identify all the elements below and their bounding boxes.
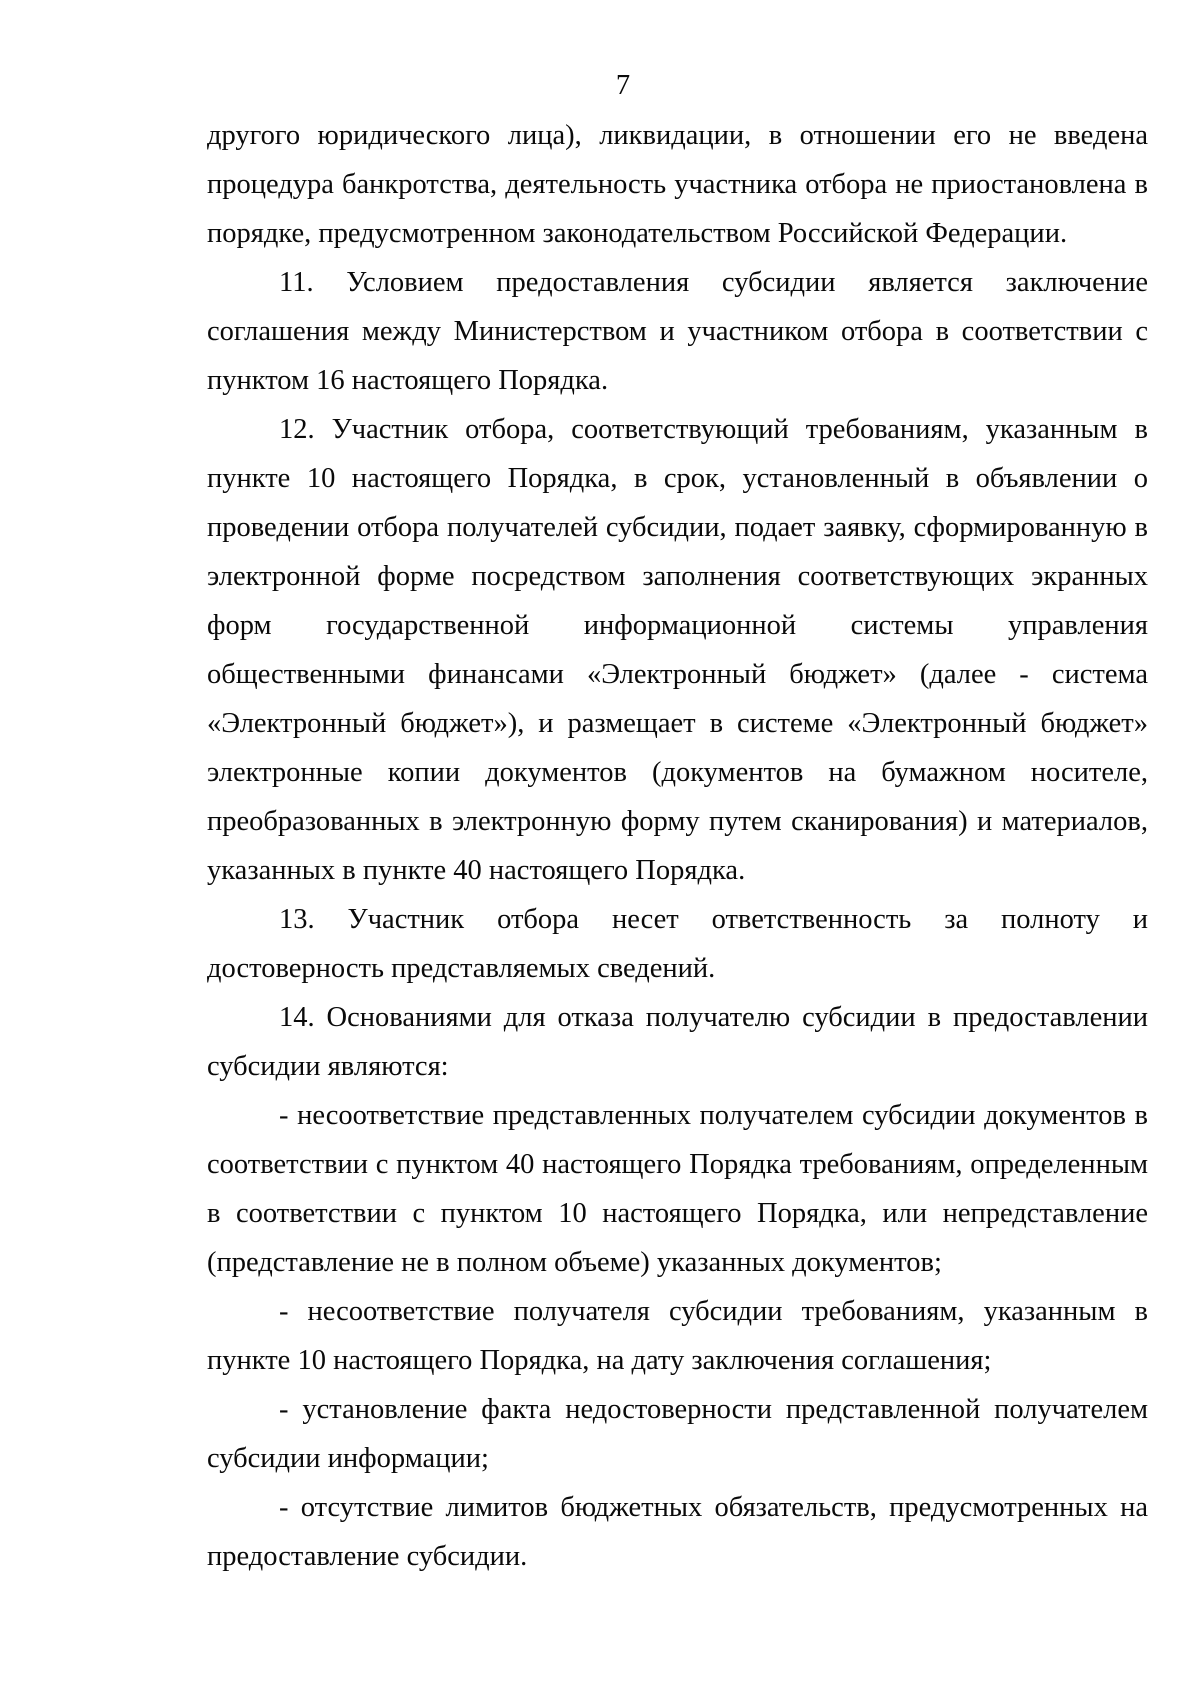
list-item: - несоответствие представленных получателем субсидии документов в соответствии с пунктом 40 настоящего Порядка требованиям, определенным в соответствии с пунктом 10 настоящего Порядка, или непредставление (представление не в полном объеме) указанных документов; bbox=[207, 1100, 1148, 1278]
document-body bbox=[207, 111, 1148, 1581]
paragraph-13: 13. Участник отбора несет ответственность за полноту и достоверность представляемых сведений. bbox=[207, 904, 1148, 984]
list-item: - несоответствие получателя субсидии требованиям, указанным в пункте 10 настоящего Порядка, на дату заключения соглашения; bbox=[207, 1296, 1148, 1376]
paragraph-14: 14. Основаниями для отказа получателю субсидии в предоставлении субсидии являются: bbox=[207, 1002, 1148, 1082]
paragraph-continuation: другого юридического лица), ликвидации, в отношении его не введена процедура банкротства, деятельность участника отбора не приостановлена в порядке, предусмотренном законодательством Российской Федерации. bbox=[207, 120, 1148, 249]
list-item: - отсутствие лимитов бюджетных обязательств, предусмотренных на предоставление субсидии. bbox=[207, 1492, 1148, 1572]
paragraph-11: 11. Условием предоставления субсидии является заключение соглашения между Министерством и участником отбора в соответствии с пунктом 16 настоящего Порядка. bbox=[207, 267, 1148, 396]
list-item: - установление факта недостоверности представленной получателем субсидии информации; bbox=[207, 1394, 1148, 1474]
page-number: 7 bbox=[615, 70, 631, 101]
paragraph-12: 12. Участник отбора, соответствующий требованиям, указанным в пункте 10 настоящего Порядка, в срок, установленный в объявлении о проведении отбора получателей субсидии, подает заявку, сформированную в электронной форме посредством заполнения соответствующих экранных форм государственной информационной системы управления общественными финансами «Электронный бюджет» (далее - система «Электронный бюджет»), и размещает в системе «Электронный бюджет» электронные копии документов (документов на бумажном носителе, преобразованных в электронную форму путем сканирования) и материалов, указанных в пункте 40 настоящего Порядка. bbox=[207, 414, 1148, 886]
